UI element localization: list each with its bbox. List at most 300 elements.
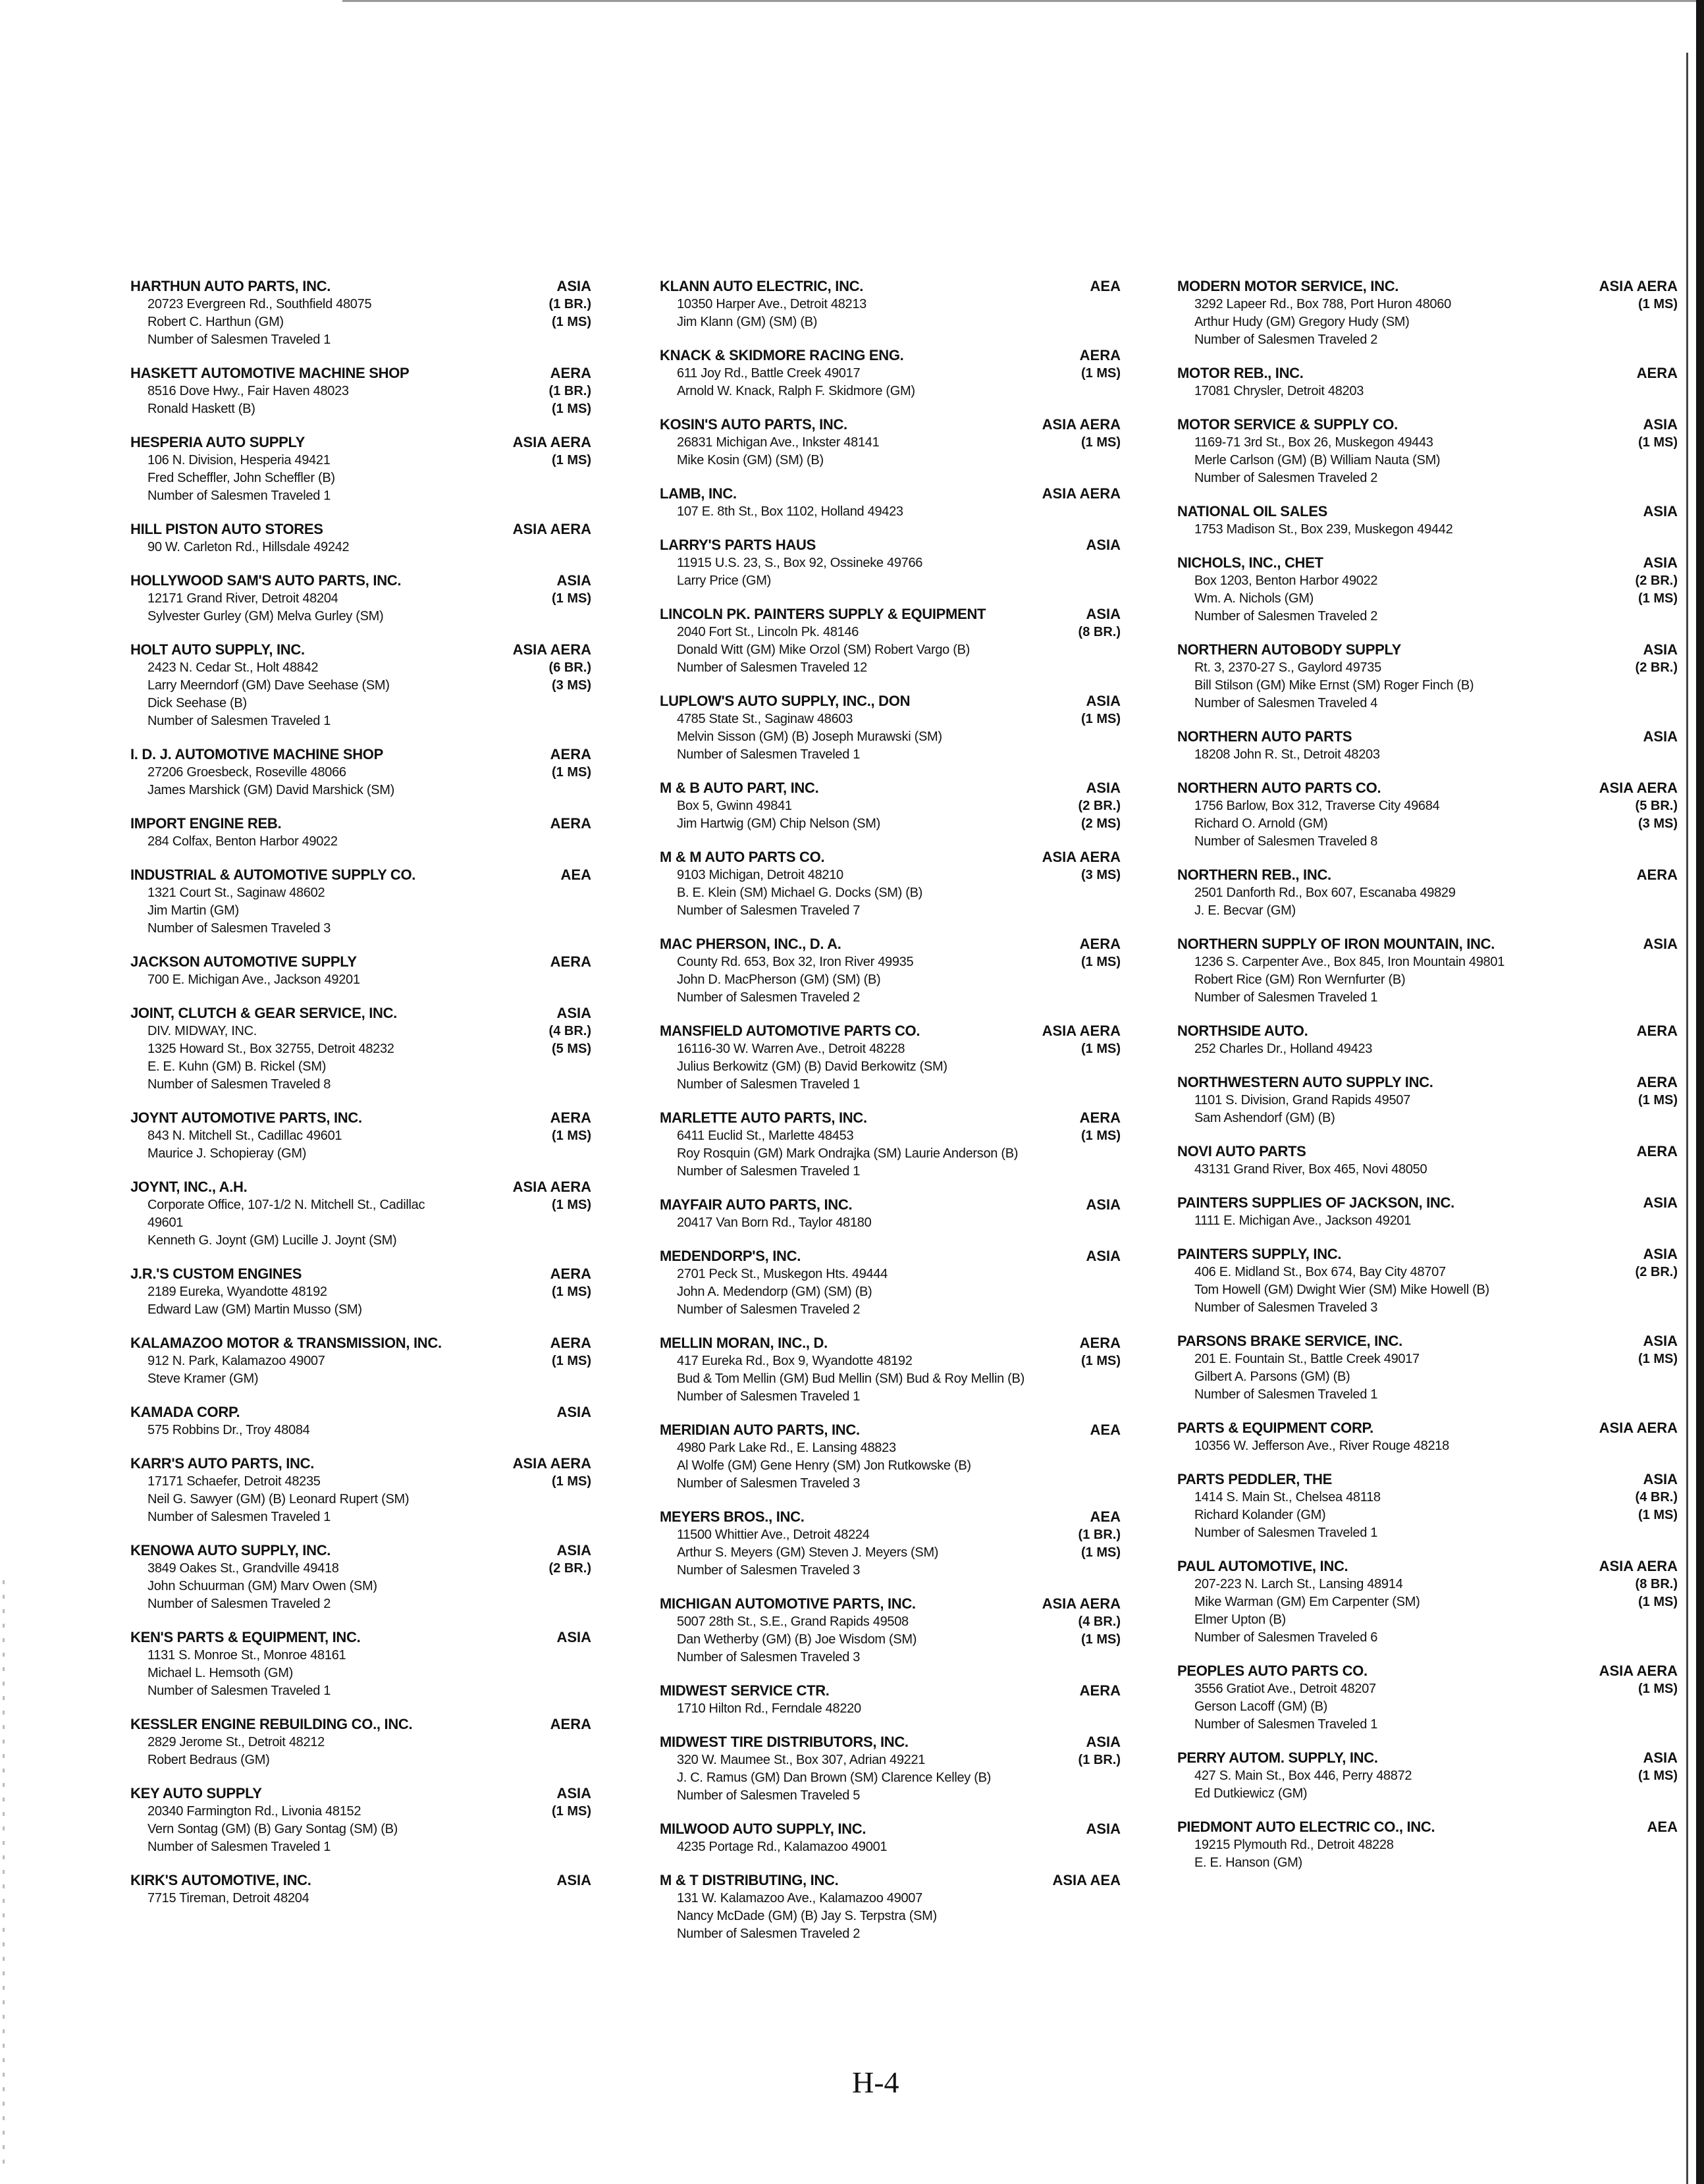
entry-line: Number of Salesmen Traveled 1 <box>147 714 331 728</box>
entry-line: Number of Salesmen Traveled 1 <box>147 1840 331 1854</box>
entry-lines <box>130 1647 486 1700</box>
entry-line: Robert Bedraus (GM) <box>147 1753 270 1767</box>
entry-header <box>130 1402 591 1422</box>
entry-line: John A. Medendorp (GM) (SM) (B) <box>677 1285 872 1299</box>
entry-lines <box>1177 296 1572 349</box>
entry-line: 320 W. Maumee St., Box 307, Adrian 49221 <box>677 1753 926 1767</box>
entry-details <box>1177 572 1678 626</box>
entry-lines <box>660 1214 1015 1232</box>
entry-details <box>130 1647 591 1700</box>
entry-line: Richard Kolander (GM) <box>1194 1508 1326 1522</box>
branch-salesmen-counts <box>1572 659 1678 677</box>
branch-salesmen-counts <box>486 1283 591 1301</box>
entry-header <box>660 1420 1121 1439</box>
association-code: AEA <box>1647 1819 1678 1835</box>
entry-header <box>660 778 1121 797</box>
entry-line: 427 S. Main St., Box 446, Perry 48872 <box>1194 1769 1412 1783</box>
entry-lines <box>130 539 486 556</box>
entry-details <box>660 1214 1121 1232</box>
directory-entry <box>130 1715 591 1769</box>
directory-entry <box>660 1681 1121 1718</box>
directory-entry <box>1177 1470 1678 1542</box>
count-badge: (1 MS) <box>1638 1769 1678 1783</box>
entry-lines <box>130 1734 486 1769</box>
count-badge: (1 MS) <box>552 315 591 329</box>
entry-line: 131 W. Kalamazoo Ave., Kalamazoo 49007 <box>677 1891 922 1905</box>
entry-line: Number of Salesmen Traveled 1 <box>677 1164 861 1179</box>
directory-column-2 <box>660 277 1121 1958</box>
entry-details <box>1177 746 1678 764</box>
association-code: ASIA <box>1643 1333 1678 1349</box>
directory-entry <box>130 865 591 938</box>
entry-line: Merle Carlson (GM) (B) William Nauta (SM) <box>1194 453 1441 467</box>
branch-salesmen-counts <box>1572 1767 1678 1785</box>
entry-header <box>660 1195 1121 1214</box>
company-name: KEN'S PARTS & EQUIPMENT, INC. <box>130 1629 361 1645</box>
entry-header <box>130 277 591 296</box>
branch-salesmen-counts <box>486 590 591 608</box>
entry-line: Number of Salesmen Traveled 3 <box>1194 1300 1378 1315</box>
entry-header <box>130 1333 591 1352</box>
count-badge: (1 MS) <box>1081 435 1121 450</box>
entry-lines <box>130 383 486 418</box>
directory-entry <box>660 934 1121 1007</box>
company-name: I. D. J. AUTOMOTIVE MACHINE SHOP <box>130 746 383 762</box>
entry-line: Larry Meerndorf (GM) Dave Seehase (SM) <box>147 678 390 693</box>
entry-line: Number of Salesmen Traveled 2 <box>677 1927 861 1941</box>
entry-header <box>660 1681 1121 1700</box>
association-code: AEA <box>1090 1508 1121 1525</box>
entry-details <box>130 1473 591 1526</box>
entry-header <box>1177 1142 1678 1161</box>
directory-entry <box>660 277 1121 331</box>
branch-salesmen-counts <box>486 1352 591 1370</box>
entry-lines <box>1177 659 1572 712</box>
entry-details <box>1177 1489 1678 1542</box>
entry-lines <box>130 590 486 626</box>
entry-lines <box>1177 1350 1572 1404</box>
entry-details <box>130 971 591 989</box>
entry-line: 3292 Lapeer Rd., Box 788, Port Huron 48060 <box>1194 297 1451 311</box>
directory-entry <box>130 745 591 799</box>
directory-entry <box>130 1333 591 1388</box>
entry-details <box>130 1352 591 1388</box>
entry-lines <box>660 554 1015 590</box>
entry-details <box>130 1560 591 1613</box>
association-code: ASIA <box>1643 728 1678 745</box>
entry-line: 2189 Eureka, Wyandotte 48192 <box>147 1285 327 1299</box>
entry-line: 1111 E. Michigan Ave., Jackson 49201 <box>1194 1213 1412 1228</box>
entry-header <box>660 1507 1121 1526</box>
count-badge: (1 MS) <box>552 453 591 467</box>
directory-entry <box>1177 1331 1678 1404</box>
association-code: ASIA <box>1643 1246 1678 1262</box>
entry-line: Robert Rice (GM) Ron Wernfurter (B) <box>1194 972 1406 987</box>
scan-left-edge-noise <box>3 1580 5 2173</box>
entry-details <box>660 503 1121 521</box>
entry-lines <box>1177 1040 1572 1058</box>
page-number: H-4 <box>852 2065 899 2099</box>
count-badge: (1 MS) <box>1638 435 1678 450</box>
company-name: HOLLYWOOD SAM'S AUTO PARTS, INC. <box>130 572 402 589</box>
association-code: AERA <box>1636 365 1678 381</box>
entry-line: Mike Warman (GM) Em Carpenter (SM) <box>1194 1595 1420 1609</box>
association-code: ASIA <box>556 1785 591 1801</box>
entry-details <box>130 1023 591 1094</box>
entry-header <box>660 535 1121 554</box>
entry-line: Number of Salesmen Traveled 3 <box>677 1563 861 1578</box>
company-name: MODERN MOTOR SERVICE, INC. <box>1177 278 1399 294</box>
association-code: AERA <box>550 746 591 762</box>
directory-entry <box>130 1402 591 1439</box>
count-badge: (1 BR.) <box>548 384 591 398</box>
entry-lines <box>130 1560 486 1613</box>
entry-header <box>130 1784 591 1803</box>
entry-line: 912 N. Park, Kalamazoo 49007 <box>147 1354 325 1368</box>
association-code: AERA <box>1636 1023 1678 1039</box>
directory-entry <box>1177 502 1678 539</box>
company-name: JOYNT AUTOMOTIVE PARTS, INC. <box>130 1109 362 1126</box>
company-name: KENOWA AUTO SUPPLY, INC. <box>130 1542 331 1558</box>
entry-line: Jim Klann (GM) (SM) (B) <box>677 315 818 329</box>
entry-line: 6411 Euclid St., Marlette 48453 <box>677 1129 854 1143</box>
entry-header <box>660 1108 1121 1127</box>
entry-line: Dan Wetherby (GM) (B) Joe Wisdom (SM) <box>677 1632 917 1647</box>
association-code: ASIA <box>556 572 591 589</box>
entry-line: 27206 Groesbeck, Roseville 48066 <box>147 765 346 780</box>
directory-entry <box>1177 865 1678 920</box>
branch-salesmen-counts <box>486 659 591 695</box>
company-name: KALAMAZOO MOTOR & TRANSMISSION, INC. <box>130 1335 442 1351</box>
entry-lines <box>660 624 1015 677</box>
company-name: HESPERIA AUTO SUPPLY <box>130 434 305 450</box>
count-badge: (1 MS) <box>552 591 591 606</box>
company-name: KEY AUTO SUPPLY <box>130 1785 262 1801</box>
entry-line: 1169-71 3rd St., Box 26, Muskegon 49443 <box>1194 435 1433 450</box>
entry-line: 17171 Schaefer, Detroit 48235 <box>147 1474 321 1489</box>
entry-header <box>1177 1331 1678 1350</box>
directory-entry <box>1177 1661 1678 1734</box>
entry-details <box>660 1526 1121 1580</box>
entry-line: 8516 Dove Hwy., Fair Haven 48023 <box>147 384 349 398</box>
company-name: NORTHERN SUPPLY OF IRON MOUNTAIN, INC. <box>1177 936 1495 952</box>
count-badge: (1 MS) <box>1081 712 1121 726</box>
entry-line: J. E. Becvar (GM) <box>1194 903 1296 918</box>
branch-salesmen-counts <box>1572 1264 1678 1281</box>
count-badge: (5 MS) <box>552 1042 591 1056</box>
company-name: MILWOOD AUTO SUPPLY, INC. <box>660 1821 866 1837</box>
directory-entry <box>130 1003 591 1094</box>
association-code: ASIA <box>1086 1734 1121 1750</box>
entry-details <box>660 953 1121 1007</box>
company-name: HILL PISTON AUTO STORES <box>130 521 323 537</box>
branch-salesmen-counts <box>1025 1352 1121 1370</box>
entry-header <box>1177 1661 1678 1680</box>
branch-salesmen-counts <box>486 1127 591 1145</box>
association-code: ASIA <box>1086 780 1121 796</box>
company-name: KARR'S AUTO PARTS, INC. <box>130 1455 315 1472</box>
company-name: PAINTERS SUPPLY, INC. <box>1177 1246 1342 1262</box>
count-badge: (1 MS) <box>552 1354 591 1368</box>
count-badge: (2 BR.) <box>548 1561 591 1576</box>
association-code: AERA <box>550 1265 591 1282</box>
branch-salesmen-counts <box>1015 365 1121 383</box>
entry-lines <box>660 710 1015 764</box>
entry-line: Number of Salesmen Traveled 1 <box>1194 1526 1378 1540</box>
entry-header <box>1177 1244 1678 1264</box>
branch-salesmen-counts <box>1015 1751 1121 1769</box>
entry-line: Number of Salesmen Traveled 2 <box>1194 333 1378 347</box>
entry-header <box>1177 502 1678 521</box>
entry-lines <box>130 971 486 989</box>
count-badge: (1 MS) <box>552 765 591 780</box>
directory-entry <box>1177 778 1678 851</box>
entry-header <box>130 363 591 383</box>
directory-entry <box>660 1871 1121 1943</box>
entry-lines <box>660 1526 1015 1580</box>
entry-lines <box>130 1422 486 1439</box>
entry-line: Number of Salesmen Traveled 1 <box>677 747 861 762</box>
company-name: KIRK'S AUTOMOTIVE, INC. <box>130 1872 311 1888</box>
entry-line: Number of Salesmen Traveled 3 <box>147 921 331 936</box>
scan-top-edge <box>342 0 1704 2</box>
association-code: AERA <box>1079 347 1121 363</box>
entry-line: Edward Law (GM) Martin Musso (SM) <box>147 1302 362 1317</box>
entry-details <box>660 296 1121 331</box>
directory-entry <box>130 640 591 730</box>
entry-lines <box>130 1473 486 1526</box>
entry-header <box>1177 1470 1678 1489</box>
directory-entry <box>130 952 591 989</box>
branch-salesmen-counts <box>486 1196 591 1214</box>
directory-entry <box>660 1333 1121 1406</box>
entry-line: Box 1203, Benton Harbor 49022 <box>1194 573 1378 588</box>
entry-line: Vern Sontag (GM) (B) Gary Sontag (SM) (B) <box>147 1822 398 1836</box>
company-name: MELLIN MORAN, INC., D. <box>660 1335 828 1351</box>
count-badge: (1 MS) <box>1638 1682 1678 1696</box>
count-badge: (1 MS) <box>1638 1093 1678 1107</box>
entry-line: Michael L. Hemsoth (GM) <box>147 1666 293 1680</box>
count-badge: (5 BR.) <box>1635 799 1678 813</box>
association-code: AERA <box>1636 866 1678 883</box>
entry-lines <box>1177 521 1572 539</box>
directory-column-1 <box>130 277 591 1922</box>
entry-header <box>660 1871 1121 1890</box>
count-badge: (3 MS) <box>1081 868 1121 882</box>
association-code: AERA <box>550 1109 591 1126</box>
entry-line: 11500 Whittier Ave., Detroit 48224 <box>677 1528 870 1542</box>
directory-entry <box>130 1628 591 1700</box>
association-code: ASIA <box>556 1005 591 1021</box>
entry-lines <box>660 797 1015 833</box>
count-badge: (1 MS) <box>552 1285 591 1299</box>
entry-line: Number of Salesmen Traveled 1 <box>147 333 331 347</box>
entry-details <box>130 1734 591 1769</box>
company-name: NORTHERN AUTO PARTS <box>1177 728 1352 745</box>
company-name: MEDENDORP'S, INC. <box>660 1248 801 1264</box>
entry-details <box>660 1751 1121 1805</box>
entry-header <box>660 1333 1121 1352</box>
entry-details <box>130 1127 591 1163</box>
entry-line: 4235 Portage Rd., Kalamazoo 49001 <box>677 1840 888 1854</box>
entry-details <box>660 1838 1121 1856</box>
branch-salesmen-counts <box>486 1803 591 1821</box>
directory-entry <box>130 1541 591 1613</box>
entry-header <box>1177 727 1678 746</box>
count-badge: (1 MS) <box>1081 1042 1121 1056</box>
association-code: ASIA <box>1643 1749 1678 1766</box>
association-code: ASIA AERA <box>1599 780 1678 796</box>
entry-details <box>660 1040 1121 1094</box>
entry-line: 49601 <box>147 1215 184 1230</box>
entry-line: DIV. MIDWAY, INC. <box>147 1024 257 1038</box>
count-badge: (1 MS) <box>1081 1632 1121 1647</box>
entry-header <box>130 1871 591 1890</box>
entry-header <box>660 484 1121 503</box>
association-code: ASIA AERA <box>512 434 591 450</box>
association-code: ASIA AEA <box>1052 1872 1121 1888</box>
association-code: AEA <box>1090 1422 1121 1438</box>
entry-line: Kenneth G. Joynt (GM) Lucille J. Joynt (SM) <box>147 1233 397 1248</box>
entry-header <box>130 433 591 452</box>
count-badge: (2 BR.) <box>1635 1265 1678 1279</box>
branch-salesmen-counts <box>1572 1576 1678 1611</box>
company-name: MIDWEST SERVICE CTR. <box>660 1682 830 1699</box>
entry-header <box>130 1108 591 1127</box>
entry-details <box>130 383 591 418</box>
directory-entry <box>660 1195 1121 1232</box>
entry-header <box>660 691 1121 710</box>
company-name: HOLT AUTO SUPPLY, INC. <box>130 641 305 658</box>
entry-details <box>130 452 591 505</box>
entry-line: John D. MacPherson (GM) (SM) (B) <box>677 972 881 987</box>
company-name: PIEDMONT AUTO ELECTRIC CO., INC. <box>1177 1819 1435 1835</box>
directory-entry <box>130 1264 591 1319</box>
entry-line: Number of Salesmen Traveled 2 <box>1194 471 1378 485</box>
entry-lines <box>130 296 486 349</box>
association-code: ASIA AERA <box>1042 849 1121 865</box>
entry-line: 90 W. Carleton Rd., Hillsdale 49242 <box>147 540 350 554</box>
entry-line: Number of Salesmen Traveled 1 <box>147 489 331 503</box>
entry-line: Bill Stilson (GM) Mike Ernst (SM) Roger Finch (B) <box>1194 678 1474 693</box>
entry-line: Number of Salesmen Traveled 5 <box>677 1788 861 1803</box>
entry-header <box>1177 1748 1678 1767</box>
entry-line: Number of Salesmen Traveled 2 <box>1194 609 1378 624</box>
entry-line: 1325 Howard St., Box 32755, Detroit 48232 <box>147 1042 394 1056</box>
entry-header <box>1177 277 1678 296</box>
entry-line: Donald Witt (GM) Mike Orzol (SM) Robert Vargo (B) <box>677 643 971 657</box>
company-name: NORTHERN AUTOBODY SUPPLY <box>1177 641 1401 658</box>
entry-line: Rt. 3, 2370-27 S., Gaylord 49735 <box>1194 660 1381 675</box>
directory-entry <box>130 277 591 349</box>
company-name: MAC PHERSON, INC., D. A. <box>660 936 841 952</box>
company-name: PARTS & EQUIPMENT CORP. <box>1177 1420 1373 1436</box>
entry-details <box>1177 659 1678 712</box>
association-code: AERA <box>550 365 591 381</box>
entry-line: Arnold W. Knack, Ralph F. Skidmore (GM) <box>677 384 915 398</box>
entry-details <box>130 764 591 799</box>
company-name: NORTHERN AUTO PARTS CO. <box>1177 780 1381 796</box>
entry-line: Larry Price (GM) <box>677 573 771 588</box>
entry-details <box>130 539 591 556</box>
branch-salesmen-counts <box>1015 1040 1121 1058</box>
entry-line: Number of Salesmen Traveled 8 <box>1194 834 1378 849</box>
directory-entry <box>1177 1244 1678 1317</box>
directory-entry <box>1177 1142 1678 1179</box>
entry-details <box>1177 953 1678 1007</box>
directory-entry <box>130 1784 591 1856</box>
entry-details <box>660 866 1121 920</box>
entry-line: Number of Salesmen Traveled 4 <box>1194 696 1378 710</box>
entry-lines <box>1177 1680 1572 1734</box>
count-badge: (8 BR.) <box>1078 625 1121 639</box>
count-badge: (2 BR.) <box>1635 573 1678 588</box>
entry-line: Number of Salesmen Traveled 1 <box>677 1389 861 1404</box>
entry-lines <box>1177 884 1572 920</box>
directory-entry <box>130 1108 591 1163</box>
entry-line: Arthur Hudy (GM) Gregory Hudy (SM) <box>1194 315 1410 329</box>
branch-salesmen-counts <box>1572 572 1678 608</box>
entry-header <box>130 1628 591 1647</box>
entry-details <box>130 1196 591 1250</box>
association-code: ASIA <box>556 1404 591 1420</box>
association-code: ASIA AERA <box>1042 485 1121 502</box>
entry-details <box>1177 1767 1678 1803</box>
entry-line: Number of Salesmen Traveled 2 <box>677 990 861 1005</box>
association-code: ASIA <box>1086 1248 1121 1264</box>
branch-salesmen-counts <box>486 383 591 418</box>
entry-line: Al Wolfe (GM) Gene Henry (SM) Jon Rutkowske (B) <box>677 1458 971 1473</box>
entry-line: Neil G. Sawyer (GM) (B) Leonard Rupert (SM) <box>147 1492 410 1506</box>
association-code: AERA <box>550 815 591 832</box>
entry-line: Box 5, Gwinn 49841 <box>677 799 792 813</box>
entry-details <box>1177 884 1678 920</box>
entry-header <box>1177 1817 1678 1836</box>
company-name: KAMADA CORP. <box>130 1404 240 1420</box>
entry-header <box>130 745 591 764</box>
entry-lines <box>1177 953 1572 1007</box>
entry-line: County Rd. 653, Box 32, Iron River 49935 <box>677 955 914 969</box>
entry-line: 611 Joy Rd., Battle Creek 49017 <box>677 366 861 381</box>
company-name: JOYNT, INC., A.H. <box>130 1179 248 1195</box>
entry-line: Melvin Sisson (GM) (B) Joseph Murawski (SM) <box>677 730 942 744</box>
count-badge: (3 MS) <box>1638 816 1678 831</box>
count-badge: (1 MS) <box>1081 366 1121 381</box>
count-badge: (1 MS) <box>1638 1352 1678 1366</box>
company-name: PARSONS BRAKE SERVICE, INC. <box>1177 1333 1402 1349</box>
count-badge: (1 MS) <box>552 1198 591 1212</box>
entry-lines <box>660 1890 1015 1943</box>
entry-line: 1753 Madison St., Box 239, Muskegon 49442 <box>1194 522 1453 537</box>
count-badge: (4 BR.) <box>548 1024 591 1038</box>
entry-line: Number of Salesmen Traveled 1 <box>147 1510 331 1524</box>
entry-details <box>660 434 1121 469</box>
directory-entry <box>1177 363 1678 400</box>
entry-lines <box>130 884 486 938</box>
entry-details <box>1177 1836 1678 1872</box>
branch-salesmen-counts <box>1015 434 1121 452</box>
count-badge: (1 MS) <box>1638 591 1678 606</box>
entry-line: 10350 Harper Ave., Detroit 48213 <box>677 297 867 311</box>
entry-details <box>1177 1350 1678 1404</box>
count-badge: (8 BR.) <box>1635 1577 1678 1591</box>
entry-lines <box>660 1700 1015 1718</box>
company-name: PERRY AUTOM. SUPPLY, INC. <box>1177 1749 1378 1766</box>
directory-entry <box>660 1246 1121 1319</box>
entry-line: 107 E. 8th St., Box 1102, Holland 49423 <box>677 504 903 519</box>
entry-line: Fred Scheffler, John Scheffler (B) <box>147 471 335 485</box>
entry-lines <box>660 434 1015 469</box>
